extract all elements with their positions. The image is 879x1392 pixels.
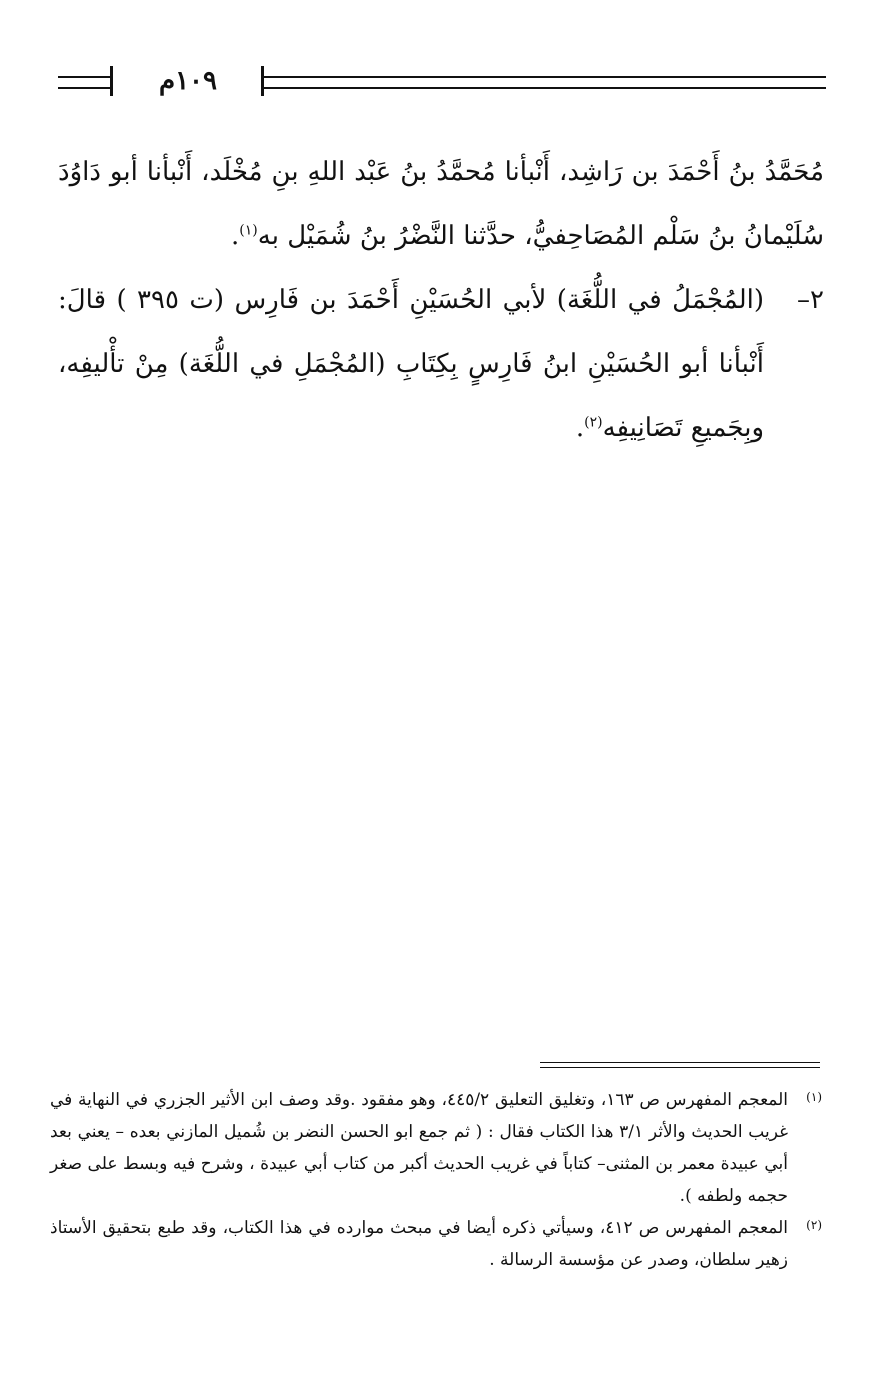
main-text bbox=[58, 140, 824, 460]
header-rule-left bbox=[58, 76, 110, 89]
list-item-end: . bbox=[575, 413, 585, 443]
page-header bbox=[58, 64, 826, 104]
list-item-number: ٢– bbox=[797, 285, 824, 315]
footnote-marker: (١) bbox=[806, 1090, 822, 1104]
header-rule-left-cap bbox=[110, 66, 113, 96]
paragraph-1-end: . bbox=[231, 221, 240, 251]
list-item-2 bbox=[58, 268, 824, 460]
footnote-1 bbox=[50, 1084, 822, 1212]
footnote-ref-2[interactable]: (٢) bbox=[584, 414, 603, 431]
paragraph-1-text: مُحَمَّدُ بنُ أَحْمَدَ بن رَاشِد، أَنْبأنا مُحمَّدُ بنُ عَبْد اللهِ بنِ مُخْلَد، أَنْبأنا أبو دَاوُدَ سُلَيْمانُ بنُ سَلْم المُصَاحِفيُّ، حدَّثنا النَّضْرُ بنُ شُمَيْل به bbox=[58, 157, 824, 251]
header-rule-right bbox=[264, 76, 826, 89]
list-item-text: (المُجْمَلُ في اللُّغَة) لأبي الحُسَيْنِ أَحْمَدَ بن فَارِس (ت ٣٩٥ ) قالَ: أَنْبأنا أبو الحُسَيْنِ ابنُ فَارِسٍ بِكِتَابِ (المُجْمَلِ في اللُّغَة) مِنْ تأْليفِه، وبِجَميعِ تَصَانِيفِه bbox=[58, 285, 764, 443]
footnotes bbox=[50, 1084, 822, 1276]
footnote-2 bbox=[50, 1212, 822, 1276]
footnote-text: المعجم المفهرس ص ٤١٢، وسيأتي ذكره أيضا في مبحث موارده في هذا الكتاب، وقد طبع بتحقيق الأستاذ زهير سلطان، وصدر عن مؤسسة الرسالة . bbox=[50, 1218, 788, 1270]
footnote-marker: (٢) bbox=[806, 1218, 822, 1232]
footnote-separator bbox=[540, 1062, 820, 1068]
paragraph-1 bbox=[58, 140, 824, 268]
footnote-text: المعجم المفهرس ص ١٦٣، وتغليق التعليق ٤٤٥/٢، وهو مفقود .وقد وصف ابن الأثير الجزري في النهاية في غريب الحديث والأثر ٣/١ هذا الكتاب فقال : ( ثم جمع ابو الحسن النضر بن شُميل المازني بعده – يعني بعد أبي عبيدة معمر بن المثنى– كتاباً في غريب الحديث أكبر من كتاب أبي عبيدة ، وشرح فيه وبسط على صغر حجمه ولطفه ). bbox=[50, 1090, 789, 1206]
page-number: ١٠٩م bbox=[158, 66, 217, 96]
list-item-body bbox=[58, 268, 764, 460]
footnote-ref-1[interactable]: (١) bbox=[239, 222, 258, 239]
